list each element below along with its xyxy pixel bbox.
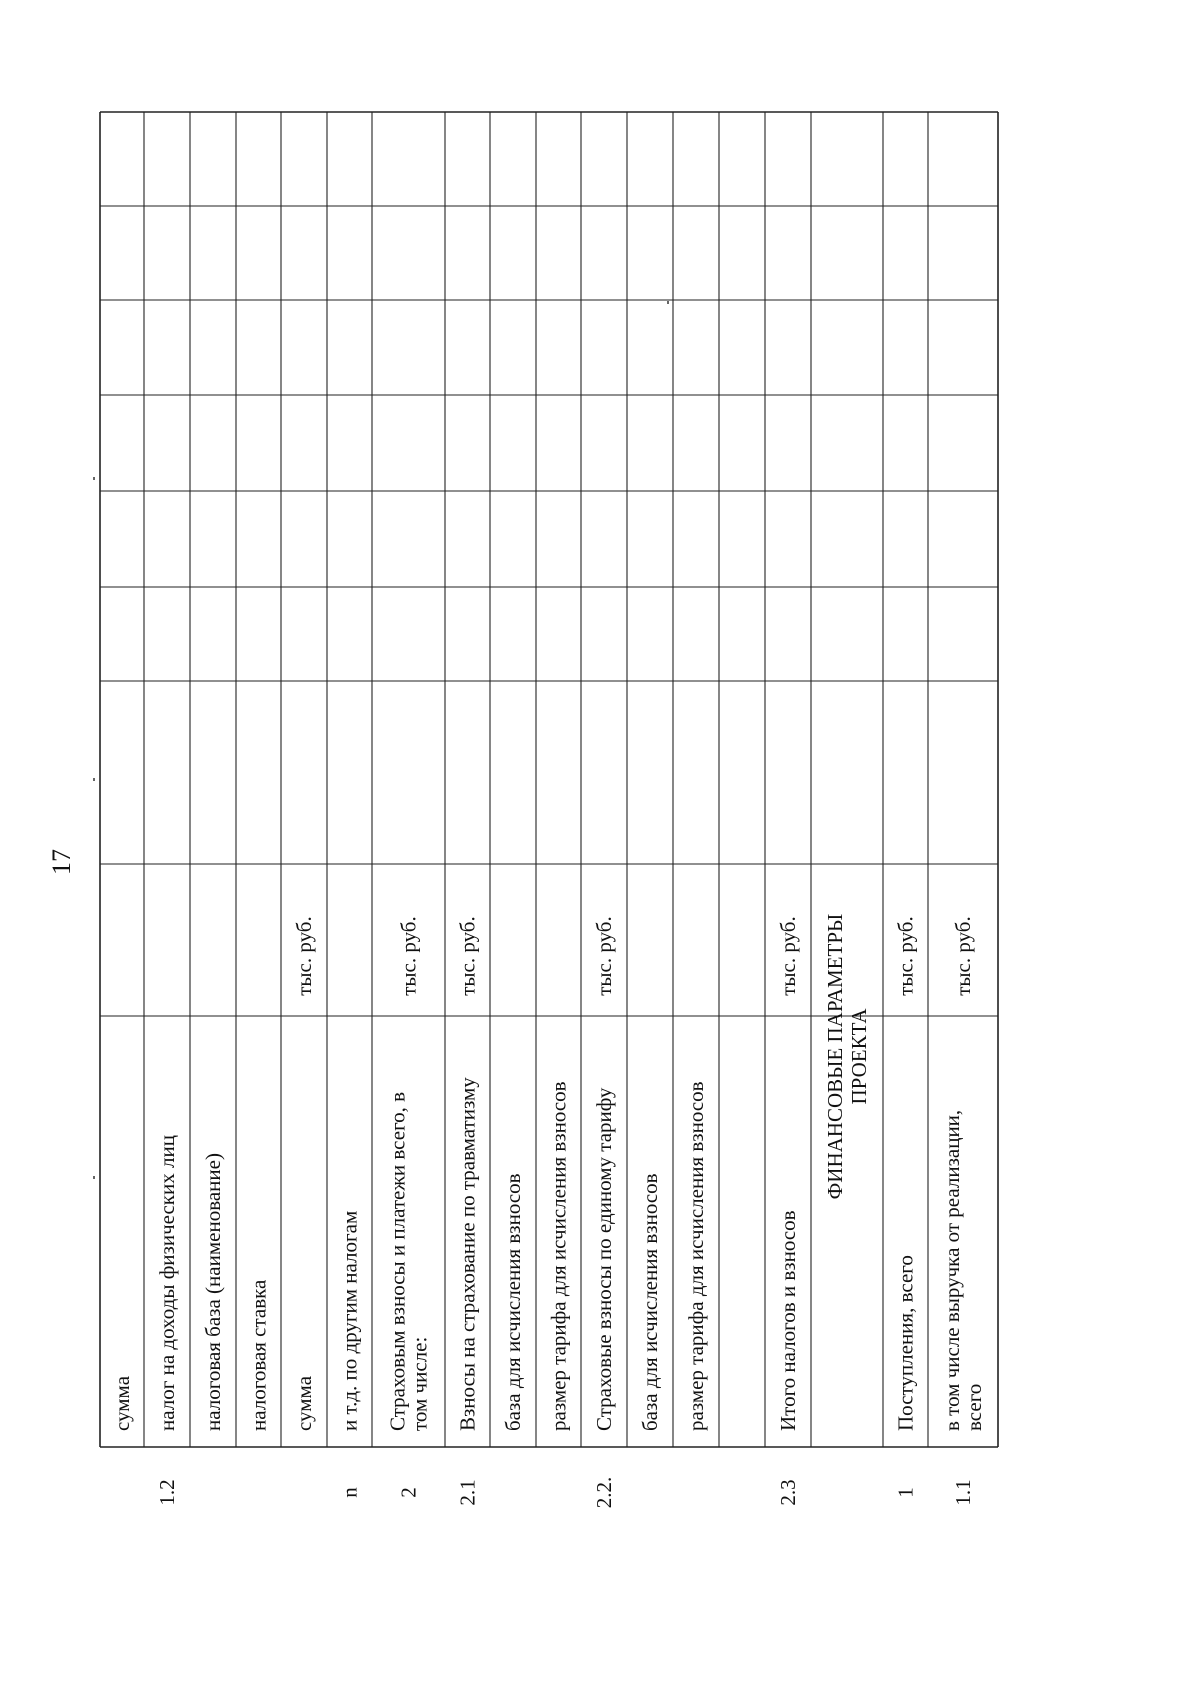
row-name: [456, 1077, 480, 1431]
row-name-line: и т.д. по другим налогам: [337, 1210, 362, 1431]
row-name: [292, 1375, 316, 1431]
row-name-line: Страховые взносы по единому тарифу: [592, 1087, 616, 1431]
table-row: [338, 1487, 362, 1498]
row-name-line: сумма: [110, 1375, 134, 1431]
row-name-line: Поступления, всего: [893, 1255, 918, 1431]
row-name-line: ФИНАНСОВЫЕ ПАРАМЕТРЫ: [823, 913, 847, 1200]
row-name-line: Итого налогов и взносов: [776, 1210, 800, 1431]
row-number: 1.2: [155, 1479, 179, 1506]
row-name-line: ПРОЕКТА: [847, 1008, 871, 1105]
row-name-line: налоговая база (наименование): [201, 1153, 225, 1431]
row-unit: тыс. руб.: [292, 916, 316, 996]
row-name: [501, 1173, 525, 1431]
row-name-line: всего: [962, 1383, 986, 1431]
row-name: [338, 1211, 362, 1431]
row-unit: тыс. руб.: [776, 916, 800, 996]
row-name-line: размер тарифа для исчисления взносов: [684, 1081, 708, 1431]
row-name: [155, 1135, 179, 1431]
row-name: [592, 1087, 616, 1431]
row-name-line: налоговая ставка: [246, 1279, 271, 1431]
row-name: [547, 1081, 571, 1431]
row-name-line: база для исчисления взносов: [638, 1173, 662, 1431]
row-number: 1.1: [951, 1479, 975, 1506]
row-number: 2.3: [776, 1479, 800, 1506]
row-name: [638, 1173, 662, 1431]
row-name-line: Страховым взносы и платежи всего, в: [385, 1091, 410, 1431]
row-name-line: налог на доходы физических лиц: [155, 1135, 179, 1431]
row-name: [201, 1153, 225, 1431]
page-number: 17: [47, 849, 76, 875]
row-name-line: том числе:: [407, 1336, 432, 1431]
row-number: 2.2.: [592, 1476, 616, 1509]
row-number: 2.1: [455, 1479, 480, 1506]
row-name: [894, 1255, 918, 1431]
row-number: n: [337, 1487, 362, 1498]
table-row: [292, 916, 316, 996]
row-name: [823, 914, 871, 1200]
row-unit: тыс. руб.: [592, 916, 616, 996]
row-name: [776, 1210, 800, 1431]
row-name-line: сумма: [292, 1375, 316, 1431]
row-name-line: размер тарифа для исчисления взносов: [546, 1081, 571, 1431]
row-number: 1: [893, 1487, 918, 1498]
row-name-line: база для исчисления взносов: [501, 1173, 525, 1431]
row-unit: тыс. руб.: [396, 916, 421, 996]
row-unit: тыс. руб.: [893, 916, 918, 996]
row-name: [940, 1110, 986, 1431]
row-number: 2: [396, 1487, 421, 1498]
row-name-line: в том числе выручка от реализации,: [940, 1109, 964, 1431]
row-unit: тыс. руб.: [951, 916, 975, 996]
row-name-line: Взносы на страхование по травматизму: [455, 1077, 480, 1431]
row-name: [110, 1375, 134, 1431]
row-unit: тыс. руб.: [455, 916, 480, 996]
row-name: [684, 1081, 708, 1431]
table-row: [155, 1479, 179, 1505]
row-name: [247, 1279, 271, 1431]
row-name: [386, 1092, 432, 1431]
